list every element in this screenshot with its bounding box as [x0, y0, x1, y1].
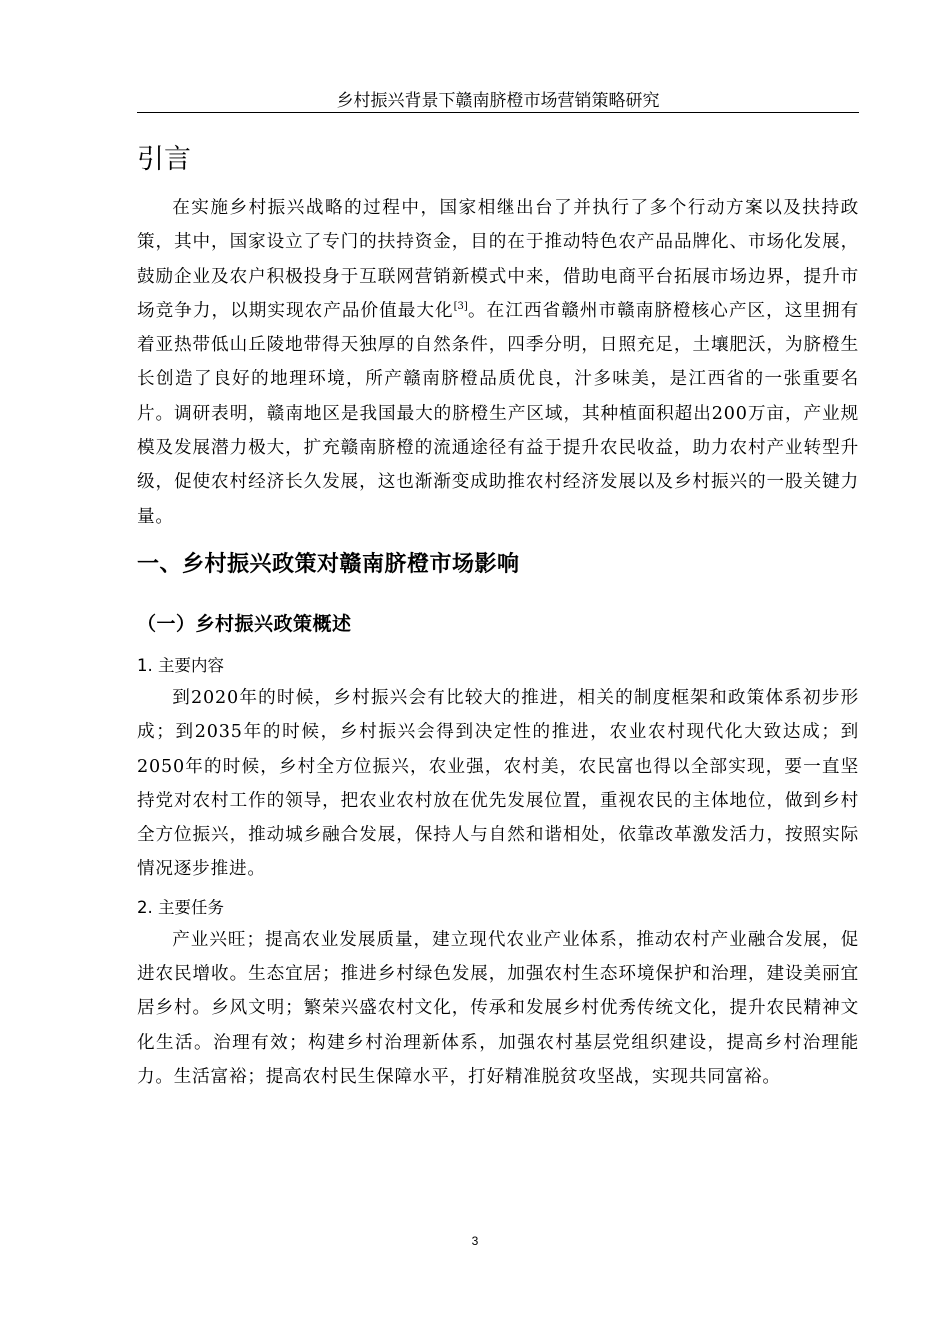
intro-text-part1: 在实施乡村振兴战略的过程中，国家相继出台了并执行了多个行动方案以及扶持政策，其中，国家设立了专门的扶持资金，目的在于推动特色农产品品牌化、市场化发展，鼓励企业及农户积极投身于互联网营销新模式中来，借助电商平台拓展市场边界，提升市场竞争力，以期实现农产品价值最大化	[137, 198, 859, 321]
intro-paragraph	[137, 191, 859, 534]
page-number: 3	[471, 1234, 479, 1248]
intro-title: 引言	[137, 144, 191, 175]
intro-text-part2: 。在江西省赣州市赣南脐橙核心产区，这里拥有着亚热带低山丘陵地带得天独厚的自然条件，四季分明，日照充足，土壤肥沃，为脐橙生长创造了良好的地理环境，所产赣南脐橙品质优良，汁多味美，是江西省的一张重要名片。调研表明，赣南地区是我国最大的脐橙生产区域，其种植面积超出200万亩，产业规模及发展潜力极大，扩充赣南脐橙的流通途径有益于提升农民收益，助力农村产业转型升级，促使农村经济长久发展，这也渐渐变成助推农村经济发展以及乡村振兴的一股关键力量。	[137, 300, 859, 527]
running-header: 乡村振兴背景下赣南脐橙市场营销策略研究	[336, 91, 660, 111]
citation-ref: [3]	[453, 301, 468, 313]
main-tasks-paragraph: 产业兴旺；提高农业发展质量，建立现代农业产业体系，推动农村产业融合发展，促进农民增收。生态宜居；推进乡村绿色发展，加强农村生态环境保护和治理，建设美丽宜居乡村。乡风文明；繁荣兴盛农村文化，传承和发展乡村优秀传统文化，提升农民精神文化生活。治理有效；构建乡村治理新体系，加强农村基层党组织建设，提高乡村治理能力。生活富裕；提高农村民生保障水平，打好精准脱贫攻坚战，实现共同富裕。	[137, 929, 859, 1087]
subsection-heading: （一）乡村振兴政策概述	[137, 612, 352, 635]
header-rule	[137, 112, 859, 113]
section-heading: 一、乡村振兴政策对赣南脐橙市场影响	[137, 551, 520, 577]
main-content-paragraph: 到2020年的时候，乡村振兴会有比较大的推进，相关的制度框架和政策体系初步形成；到2035年的时候，乡村振兴会得到决定性的推进，农业农村现代化大致达成；到2050年的时候，乡村全方位振兴，农业强，农村美，农民富也得以全部实现，要一直坚持党对农村工作的领导，把农业农村放在优先发展位置，重视农民的主体地位，做到乡村全方位振兴，推动城乡融合发展，保持人与自然和谐相处，依靠改革激发活力，按照实际情况逐步推进。	[137, 687, 859, 880]
page-body	[137, 140, 859, 1094]
item-heading-main-content: 1. 主要内容	[137, 655, 224, 675]
item-heading-main-tasks: 2. 主要任务	[137, 897, 224, 917]
